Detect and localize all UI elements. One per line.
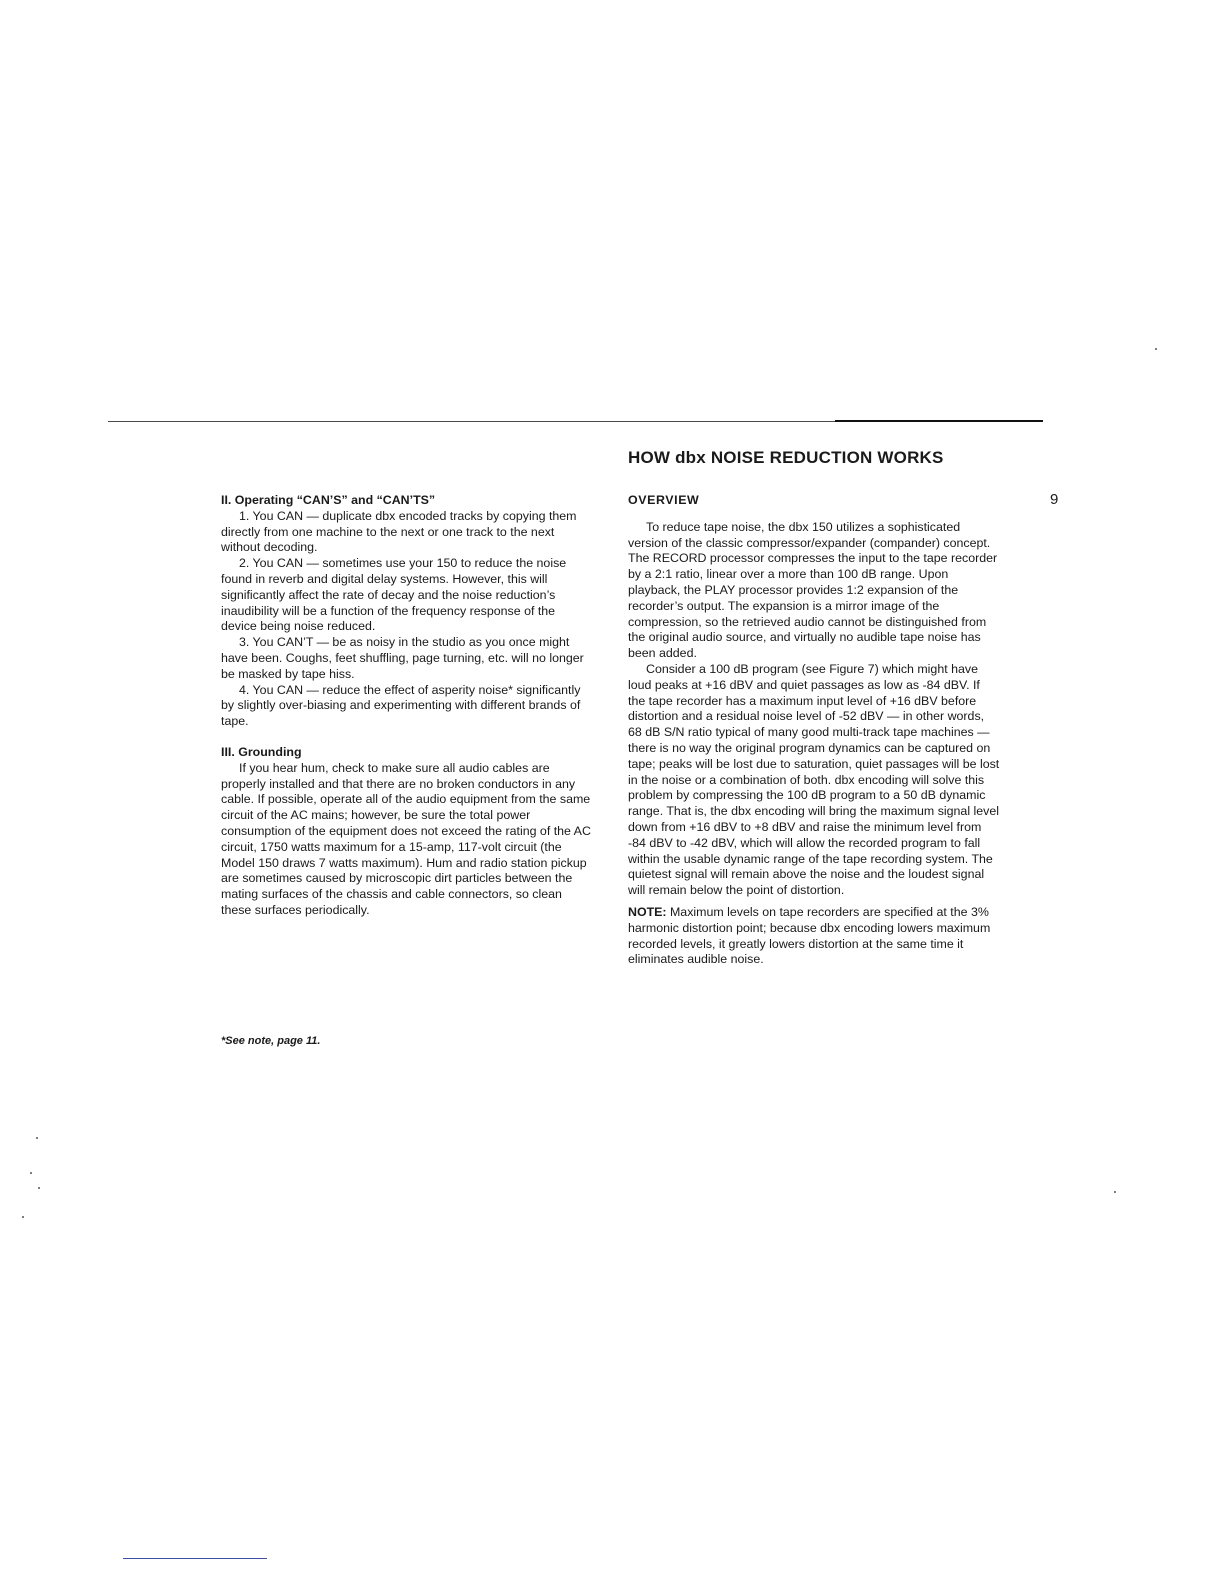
scan-speck bbox=[38, 1187, 40, 1189]
header-rule-heavy-segment bbox=[835, 420, 1043, 422]
scan-speck bbox=[22, 1216, 24, 1218]
scan-speck bbox=[1155, 348, 1157, 350]
page-title: HOW dbx NOISE REDUCTION WORKS bbox=[628, 448, 944, 467]
section-iii-heading: III. Grounding bbox=[221, 744, 302, 759]
overview-heading: OVERVIEW bbox=[628, 493, 700, 507]
scan-speck bbox=[1114, 1191, 1116, 1193]
operating-item-1: 1. You CAN — duplicate dbx encoded tracks by copying them directly from one machine to the next or one track to the next without decoding. bbox=[221, 508, 577, 555]
left-column bbox=[221, 493, 591, 919]
operating-item-3: 3. You CAN’T — be as noisy in the studio as you once might have been. Coughs, feet shuffling, page turning, etc. will no longer be masked by tape hiss. bbox=[221, 635, 584, 681]
operating-item-4: 4. You CAN — reduce the effect of asperity noise* significantly by slightly over-biasing and experimenting with different brands of tape. bbox=[221, 682, 581, 729]
scan-speck bbox=[30, 1172, 32, 1174]
overview-paragraph-2: Consider a 100 dB program (see Figure 7) which might have loud peaks at +16 dBV and quiet passages as low as -84 dBV. If the tape recorder has a maximum input level of +16 dBV before distortion and a residual noise level of -52 dBV — in other words, 68 dB S/N ratio typical of many good multi-track tape machines — there is no way the original program dynamics can be captured on tape; peaks will be lost due to saturation, quiet passages will be lost in the noise or a combination of both. dbx encoding will solve this problem by compressing the 100 dB program to a 50 dB dynamic range. That is, the dbx encoding will bring the maximum signal level down from +16 dBV to +8 dBV and raise the minimum level from -84 dBV to -42 dBV, which will allow the recorded program to fall within the usable dynamic range of the tape recording system. The quietest signal will remain above the noise and the loudest signal will remain below the point of distortion. bbox=[628, 661, 1000, 898]
scan-speck bbox=[36, 1137, 38, 1139]
operating-item-2: 2. You CAN — sometimes use your 150 to reduce the noise found in reverb and digital delay systems. However, this will significantly affect the rate of decay and the noise reduction’s inaudibility will be a function of the frequency response of the device being noise reduced. bbox=[221, 556, 567, 634]
section-ii-heading: II. Operating “CAN’S” and “CAN’TS” bbox=[221, 493, 436, 507]
note-paragraph bbox=[628, 905, 1000, 968]
section-spacer bbox=[221, 730, 591, 745]
footnote: *See note, page 11. bbox=[221, 1035, 321, 1047]
page-number: 9 bbox=[1050, 491, 1059, 508]
note-text: Maximum levels on tape recorders are specified at the 3% harmonic distortion point; because dbx encoding lowers maximum recorded levels, it greatly lowers distortion at the same time it eliminates audible noise. bbox=[628, 904, 991, 967]
right-column bbox=[628, 493, 1000, 968]
overview-paragraph-1: To reduce tape noise, the dbx 150 utilizes a sophisticated version of the classic compressor/expander (compander) concept. The RECORD processor compresses the input to the tape recorder by a 2:1 ratio, linear over a more than 100 dB range. Upon playback, the PLAY processor provides 1:2 expansion of the recorder’s output. The expansion is a mirror image of the compression, so the retrieved audio cannot be distinguished from the original audio source, and virtually no audible tape noise has been added. bbox=[628, 519, 998, 661]
bottom-rule bbox=[123, 1558, 267, 1559]
grounding-paragraph: If you hear hum, check to make sure all audio cables are properly installed and that there are no broken conductors in any cable. If possible, operate all of the audio equipment from the same circuit of the AC mains; however, be sure the total power consumption of the equipment does not exceed the rating of the AC circuit, 1750 watts maximum for a 15-amp, 117-volt circuit (the Model 150 draws 7 watts maximum). Hum and radio station pickup are sometimes caused by microscopic dirt particles between the mating surfaces of the chassis and cable connectors, so clean these surfaces periodically. bbox=[221, 760, 591, 917]
note-label: NOTE: bbox=[628, 904, 667, 919]
